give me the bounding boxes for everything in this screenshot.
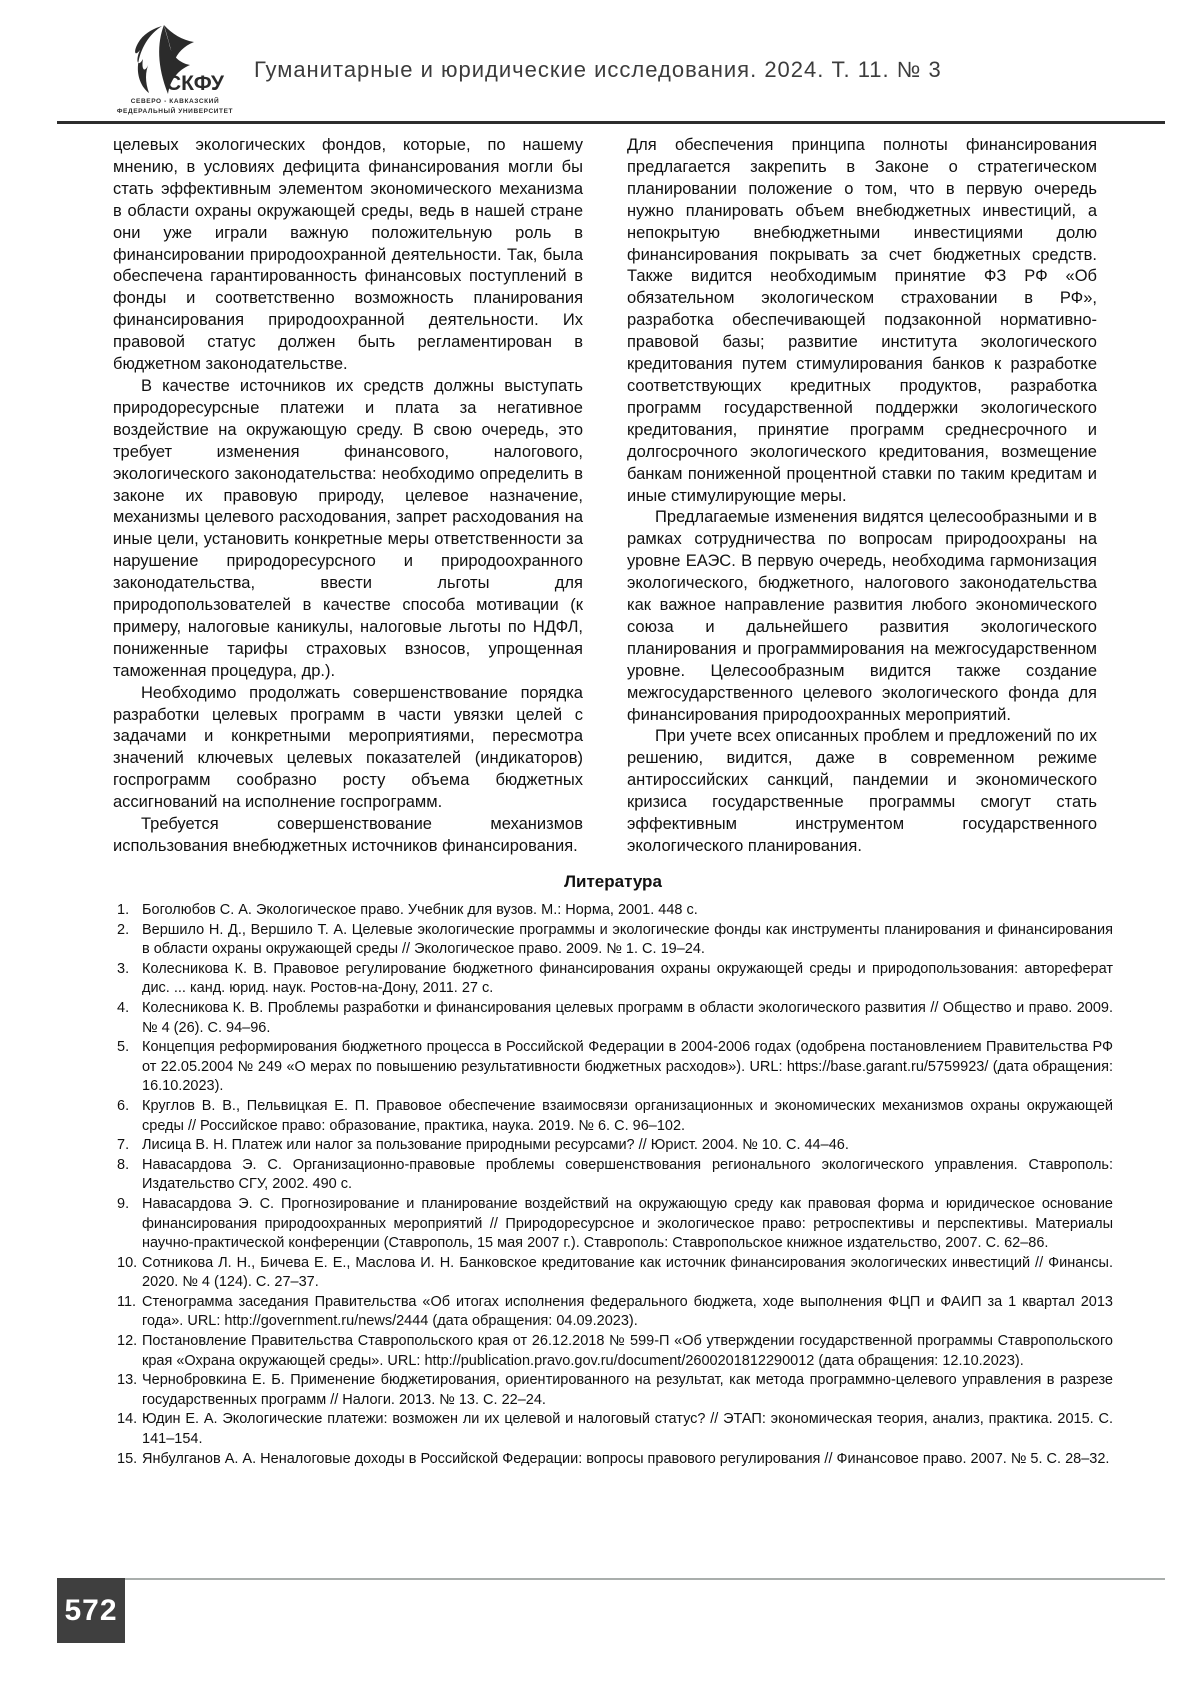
reference-text: Боголюбов С. А. Экологическое право. Учебник для вузов. М.: Норма, 2001. 448 с. bbox=[142, 902, 698, 918]
references-heading: Литература bbox=[564, 872, 662, 891]
reference-item bbox=[113, 1038, 1113, 1097]
paragraph: целевых экологических фондов, которые, по нашему мнению, в условиях дефицита финансирования могли бы стать эффективным элементом экономического механизма в области охраны окружающей среды, ведь в нашей стране они уже играли важную положительную роль в финансировании природоохранной деятельности. Так, была обеспечена гарантированность финансовых поступлений в фонды и соответственно возможность планирования финансирования природоохранной деятельности. Их правовой статус должен быть регламентирован в бюджетном законодательстве. bbox=[113, 136, 583, 374]
reference-item bbox=[113, 1195, 1113, 1254]
article-body bbox=[113, 135, 1097, 858]
reference-number: 15. bbox=[117, 1450, 138, 1467]
paragraph: Для обеспечения принципа полноты финансирования предлагается закрепить в Законе о стратегическом планировании положение о том, что в первую очередь нужно планировать объем внебюджетных инвестиций, а непокрытую внебюджетными инвестициями долю финансирования покрывать за счет бюджетных средств. Также видится необходимым принятие ФЗ РФ «Об обязательном экологическом страховании в РФ», разработка обеспечивающей подзаконной нормативно-правовой базы; развитие института экологического кредитования путем стимулирования банков к разработке соответствующих кредитных продуктов, разработка программ государственной поддержки экологического кредитования, принятие программ среднесрочного и долгосрочного экологического кредитования, возмещение банкам пониженной процентной ставки по таким кредитам и иные стимулирующие меры. bbox=[627, 136, 1097, 505]
reference-text: Янбулганов А. А. Неналоговые доходы в Российской Федерации: вопросы правового регулирования // Финансовое право. 2007. № 5. С. 28–32. bbox=[142, 1450, 1110, 1467]
reference-text: Сотникова Л. Н., Бичева Е. Е., Маслова И. Н. Банковское кредитование как источник финансирования экологических инвестиций // Финансы. 2020. № 4 (124). С. 27–37. bbox=[142, 1254, 1113, 1291]
paragraph: В качестве источников их средств должны выступать природоресурсные платежи и плата за негативное воздействие на окружающую среду. В свою очередь, это требует изменения финансового, налогового, экологического законодательства: необходимо определить в законе их правовую природу, целевое назначение, механизмы целевого расходования, запрет расходования на иные цели, установить конкретные меры ответственности за нарушение природоресурсного и природоохранного законодательства, ввести льготы для природопользователей в качестве способа мотивации (к примеру, налоговые каникулы, налоговые льготы по НДФЛ, пониженные тарифы страховых взносов, упрощенная таможенная процедура, др.). bbox=[113, 376, 583, 680]
reference-number: 10. bbox=[117, 1254, 138, 1271]
left-column bbox=[113, 135, 583, 858]
references-list bbox=[113, 901, 1113, 1469]
reference-item bbox=[113, 1097, 1113, 1136]
reference-item bbox=[113, 1332, 1113, 1371]
reference-item bbox=[113, 921, 1113, 960]
reference-item bbox=[113, 1293, 1113, 1332]
reference-number: 5. bbox=[117, 1039, 130, 1056]
reference-text: Круглов В. В., Пельвицкая Е. П. Правовое обеспечение взаимосвязи организационных и экономических механизмов охраны окружающей среды // Российское право: образование, практика, наука. 2019. № 6. С. 96–102. bbox=[142, 1097, 1113, 1134]
reference-number: 1. bbox=[117, 902, 130, 918]
reference-text: Постановление Правительства Ставропольского края от 26.12.2018 № 599-П «Об утверждении государственной программы Ставропольского края «Охрана окружающей среды». URL: http://publication.pravo.gov.ru/document/2600201812290012 (дата обращения: 12.10.2023). bbox=[142, 1333, 1113, 1369]
references-section bbox=[113, 872, 1113, 1469]
reference-text: Концепция реформирования бюджетного процесса в Российской Федерации в 2004-2006 годах (одобрена постановлением Правительства РФ от 22.05.2004 № 249 «О мерах по повышению результативности бюджетных расходов»). URL: https://base.garant.ru/5759923/ (дата обращения: 16.10.2023). bbox=[142, 1039, 1113, 1095]
page-header bbox=[110, 24, 942, 116]
reference-text: Колесникова К. В. Правовое регулирование бюджетного финансирования охраны окружающей среды и природопользования: автореферат дис. ... канд. юрид. наук. Ростов-на-Дону, 2011. 27 с. bbox=[142, 960, 1113, 997]
reference-number: 6. bbox=[117, 1097, 130, 1114]
logo-subtitle-line1: СЕВЕРО - КАВКАЗСКИЙ bbox=[130, 98, 220, 105]
reference-number: 3. bbox=[117, 960, 130, 977]
reference-item bbox=[113, 999, 1113, 1038]
reference-text: Колесникова К. В. Проблемы разработки и финансирования целевых программ в области экологического развития // Общество и право. 2009. № 4 (26). С. 94–96. bbox=[142, 999, 1113, 1036]
reference-number: 13. bbox=[117, 1372, 138, 1389]
footer-divider bbox=[57, 1578, 1165, 1580]
reference-item bbox=[113, 1410, 1113, 1449]
reference-text: Вершило Н. Д., Вершило Т. А. Целевые экологические программы и экологические фонды как инструменты планирования и финансирования в области охраны окружающей среды // Экологическое право. 2009. № 1. С. 19–24. bbox=[142, 921, 1113, 958]
reference-number: 11. bbox=[117, 1293, 137, 1310]
logo-abbr-svg-text: СКФУ bbox=[166, 72, 224, 95]
university-bird-icon bbox=[116, 24, 234, 96]
paragraph: Предлагаемые изменения видятся целесообразными и в рамках сотрудничества по вопросам природоохраны на уровне ЕАЭС. В первую очередь, необходима гармонизация экологического, бюджетного, налогового законодательства как важное направление развития любого экономического союза и дальнейшего развития экологического планирования и программирования на межгосударственном уровне. Целесообразным видится также создание межгосударственного целевого экологического фонда для финансирования природоохранных мероприятий. bbox=[627, 508, 1097, 724]
reference-number: 8. bbox=[117, 1156, 130, 1173]
reference-text: Навасардова Э. С. Организационно-правовые проблемы совершенствования регионального экологического управления. Ставрополь: Издательство СГУ, 2002. 490 с. bbox=[142, 1156, 1113, 1193]
reference-text: Лисица В. Н. Платеж или налог за пользование природными ресурсами? // Юрист. 2004. № 10. С. 44–46. bbox=[142, 1137, 849, 1154]
reference-text: Юдин Е. А. Экологические платежи: возможен ли их целевой и налоговый статус? // ЭТАП: экономическая теория, анализ, практика. 2015. С. 141–154. bbox=[142, 1411, 1113, 1448]
reference-text: Навасардова Э. С. Прогнозирование и планирование воздействий на окружающую среду как правовая форма и юридическое основание финансирования природоохранных мероприятий // Природоресурсное и экологическое право: ретроспективы и перспективы. Материалы научно-практической конференции (Ставрополь, 15 мая 2007 г.). Ставрополь: Ставропольское книжное издательство, 2007. С. 62–86. bbox=[142, 1195, 1113, 1252]
reference-number: 9. bbox=[117, 1195, 130, 1212]
reference-number: 2. bbox=[117, 921, 130, 938]
right-column bbox=[627, 135, 1097, 858]
reference-item bbox=[113, 960, 1113, 999]
journal-title: Гуманитарные и юридические исследования. 2024. Т. 11. № 3 bbox=[254, 57, 942, 82]
reference-item bbox=[113, 1156, 1113, 1195]
reference-item bbox=[113, 1254, 1113, 1293]
reference-number: 12. bbox=[117, 1333, 138, 1350]
reference-number: 4. bbox=[117, 999, 130, 1016]
paragraph: Необходимо продолжать совершенствование порядка разработки целевых программ в части увязки целей с задачами и конкретными мероприятиями, пересмотра значений ключевых целевых показателей (индикаторов) госпрограмм сообразно росту объема бюджетных ассигнований на исполнение госпрограмм. bbox=[113, 683, 583, 812]
reference-item bbox=[113, 1371, 1113, 1410]
page-number: 572 bbox=[57, 1578, 125, 1643]
university-logo bbox=[110, 24, 240, 116]
reference-number: 7. bbox=[117, 1137, 130, 1154]
reference-text: Чернобровкина Е. Б. Применение бюджетирования, ориентированного на результат, как метода программно-целевого управления в разрезе государственных программ // Налоги. 2013. № 13. С. 22–24. bbox=[142, 1372, 1113, 1408]
paragraph: При учете всех описанных проблем и предложений по их решению, видится, даже в современном режиме антироссийских санкций, пандемии и экономического кризиса государственные программы смогут стать эффективным инструментом государственного экологического планирования. bbox=[627, 727, 1097, 855]
logo-subtitle-line2: ФЕДЕРАЛЬНЫЙ УНИВЕРСИТЕТ bbox=[116, 108, 234, 115]
reference-item bbox=[113, 1450, 1113, 1470]
reference-text: Стенограмма заседания Правительства «Об итогах исполнения федерального бюджета, ходе выполнения ФЦП и ФАИП за 1 квартал 2013 года». URL: http://government.ru/news/2444 (дата обращения: 04.09.2023). bbox=[142, 1293, 1113, 1330]
header-divider bbox=[57, 121, 1165, 124]
paragraph: Требуется совершенствование механизмов использования внебюджетных источников финансирования. bbox=[113, 815, 583, 855]
reference-number: 14. bbox=[117, 1411, 138, 1428]
reference-item bbox=[113, 901, 1113, 921]
reference-item bbox=[113, 1136, 1113, 1156]
